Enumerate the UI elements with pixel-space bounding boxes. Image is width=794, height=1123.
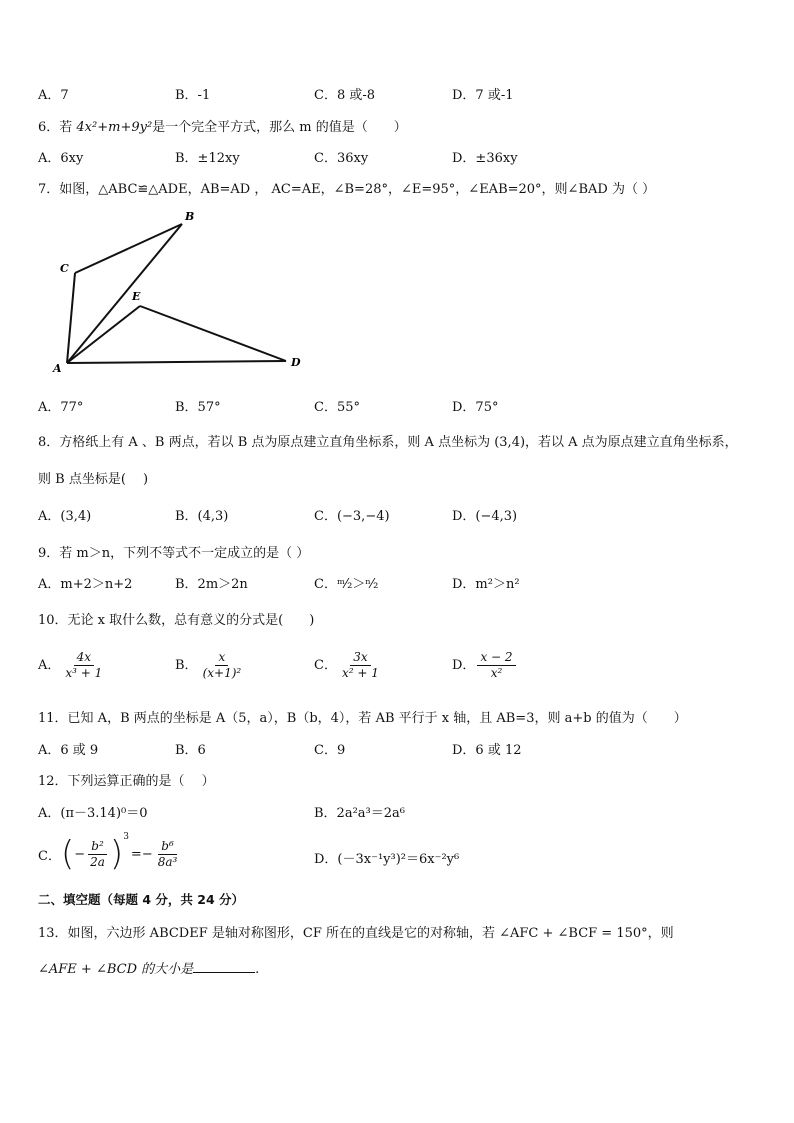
label-c: C bbox=[60, 262, 69, 275]
question-6-stem bbox=[38, 116, 407, 135]
label-a: A bbox=[53, 362, 62, 375]
q10-a-fraction bbox=[62, 650, 105, 681]
answer-blank[interactable] bbox=[193, 960, 255, 973]
q11-option-d: D．6 或 12 bbox=[452, 743, 522, 758]
q9-option-c: C．ᵐ⁄₂＞ⁿ⁄₂ bbox=[314, 577, 379, 592]
q12-c-result-denominator: 8a³ bbox=[157, 854, 178, 869]
section-2-heading: 二、填空题（每题 4 分，共 24 分） bbox=[38, 892, 245, 907]
q12-option-b: B．2a²a³＝2a⁶ bbox=[314, 806, 405, 821]
q10-a-label: A． bbox=[38, 658, 61, 673]
question-8-stem-line1: 8．方格纸上有 A 、B 两点，若以 B 点为原点建立直角坐标系，则 A 点坐标为 (3,4)，若以 A 点为原点建立直角坐标系， bbox=[38, 435, 738, 450]
q10-d-label: D． bbox=[452, 658, 476, 673]
segment-cb bbox=[75, 224, 182, 273]
q10-d-denominator: x² bbox=[490, 666, 503, 680]
q6-expression: 4x²+m+9y² bbox=[76, 120, 153, 135]
q10-c-label: C． bbox=[314, 658, 337, 673]
label-b: B bbox=[185, 210, 195, 223]
q12-c-equals: =− bbox=[130, 846, 153, 862]
q9-option-a: A．m+2＞n+2 bbox=[38, 577, 133, 592]
q13-line2-text: ∠AFE + ∠BCD 的大小是 bbox=[38, 962, 194, 977]
q9-option-b: B．2m＞2n bbox=[175, 577, 248, 592]
q5-option-b: B．-1 bbox=[175, 88, 211, 103]
q11-option-b: B．6 bbox=[175, 743, 206, 758]
q10-d-fraction bbox=[477, 650, 515, 681]
right-paren-icon: ) bbox=[109, 834, 124, 874]
q6-option-d: D．±36xy bbox=[452, 151, 518, 166]
q10-option-b bbox=[175, 650, 246, 681]
question-13-stem-line1: 13．如图，六边形 ABCDEF 是轴对称图形，CF 所在的直线是它的对称轴，若 ∠AFC + ∠BCF = 150°，则 bbox=[38, 926, 674, 941]
q10-option-d bbox=[452, 650, 518, 681]
q6-option-a: A．6xy bbox=[38, 151, 84, 166]
q7-option-d: D．75° bbox=[452, 400, 499, 415]
q7-option-b: B．57° bbox=[175, 400, 221, 415]
q10-b-fraction bbox=[200, 650, 245, 681]
q6-option-b: B．±12xy bbox=[175, 151, 240, 166]
question-12-stem: 12．下列运算正确的是（ ） bbox=[38, 774, 215, 789]
q12-option-a: A．(π－3.14)⁰＝0 bbox=[38, 806, 148, 821]
segment-ed bbox=[140, 306, 286, 361]
segment-ad bbox=[67, 361, 286, 363]
question-11-stem: 11．已知 A，B 两点的坐标是 A（5，a），B（b，4），若 AB 平行于 x 轴，且 AB=3，则 a+b 的值为（ ） bbox=[38, 711, 687, 726]
q7-option-a: A．77° bbox=[38, 400, 84, 415]
question-13-stem-line2 bbox=[38, 958, 259, 977]
q10-c-fraction bbox=[339, 650, 382, 681]
q12-option-c: C． ( − $\frac{\text{b²}}{2a}$ ) 3 =− $\frac{\text{b⁶}}{\text{8a³}}$ bbox=[38, 830, 182, 878]
q10-c-denominator: x² + 1 bbox=[341, 666, 379, 680]
question-10-stem: 10．无论 x 取什么数，总有意义的分式是( ) bbox=[38, 613, 315, 628]
q10-b-numerator: x bbox=[215, 650, 228, 666]
q9-option-d: D．m²＞n² bbox=[452, 577, 520, 592]
q6-suffix: 是一个完全平方式，那么 m 的值是（ ） bbox=[152, 120, 407, 135]
q12-c-result-numerator: b⁶ bbox=[158, 839, 177, 855]
q6-option-c: C．36xy bbox=[314, 151, 369, 166]
q10-b-denominator: (x+1)² bbox=[202, 666, 242, 680]
label-e: E bbox=[132, 290, 141, 303]
q8-option-d: D．(−4,3) bbox=[452, 509, 518, 524]
q13-line2-period: . bbox=[255, 962, 260, 977]
q5-option-c: C．8 或-8 bbox=[314, 88, 376, 103]
q12-c-inner-fraction bbox=[87, 839, 108, 870]
q7-option-c: C．55° bbox=[314, 400, 360, 415]
q11-option-c: C．9 bbox=[314, 743, 346, 758]
q12-c-result-fraction bbox=[155, 839, 181, 870]
q10-c-numerator: 3x bbox=[350, 650, 370, 666]
q11-option-a: A．6 或 9 bbox=[38, 743, 99, 758]
segment-ab bbox=[67, 224, 182, 363]
q7-triangle-figure bbox=[40, 205, 320, 380]
q5-option-a: A．7 bbox=[38, 88, 69, 103]
q8-option-b: B．(4,3) bbox=[175, 509, 229, 524]
segment-ac bbox=[67, 273, 75, 363]
q10-a-denominator: x³ + 1 bbox=[65, 666, 103, 680]
segment-ae bbox=[67, 306, 140, 363]
q8-option-a: A．(3,4) bbox=[38, 509, 92, 524]
q12-c-inner-denominator: 2a bbox=[90, 854, 105, 869]
q8-option-c: C．(−3,−4) bbox=[314, 509, 390, 524]
q10-option-c bbox=[314, 650, 384, 681]
q12-option-d: D．(－3x⁻¹y³)²＝6x⁻²y⁶ bbox=[314, 852, 460, 867]
left-paren-icon: ( bbox=[60, 834, 75, 874]
label-d: D bbox=[291, 356, 301, 369]
q10-b-label: B． bbox=[175, 658, 198, 673]
q5-option-d: D．7 或-1 bbox=[452, 88, 514, 103]
q10-a-numerator: 4x bbox=[74, 650, 94, 666]
q12-c-label: C． bbox=[38, 848, 61, 864]
q12-c-inner-numerator: b² bbox=[88, 839, 107, 855]
question-9-stem: 9．若 m＞n，下列不等式不一定成立的是（ ） bbox=[38, 546, 310, 561]
question-8-stem-line2: 则 B 点坐标是( ) bbox=[38, 472, 149, 487]
q6-prefix: 6．若 bbox=[38, 120, 77, 135]
question-7-stem: 7．如图，△ABC≌△ADE，AB=AD ， AC=AE，∠B=28°，∠E=95°，∠EAB=20°，则∠BAD 为（ ） bbox=[38, 182, 656, 197]
q12-c-exponent: 3 bbox=[123, 832, 129, 842]
q10-option-a bbox=[38, 650, 107, 681]
q10-d-numerator: x − 2 bbox=[477, 650, 515, 666]
